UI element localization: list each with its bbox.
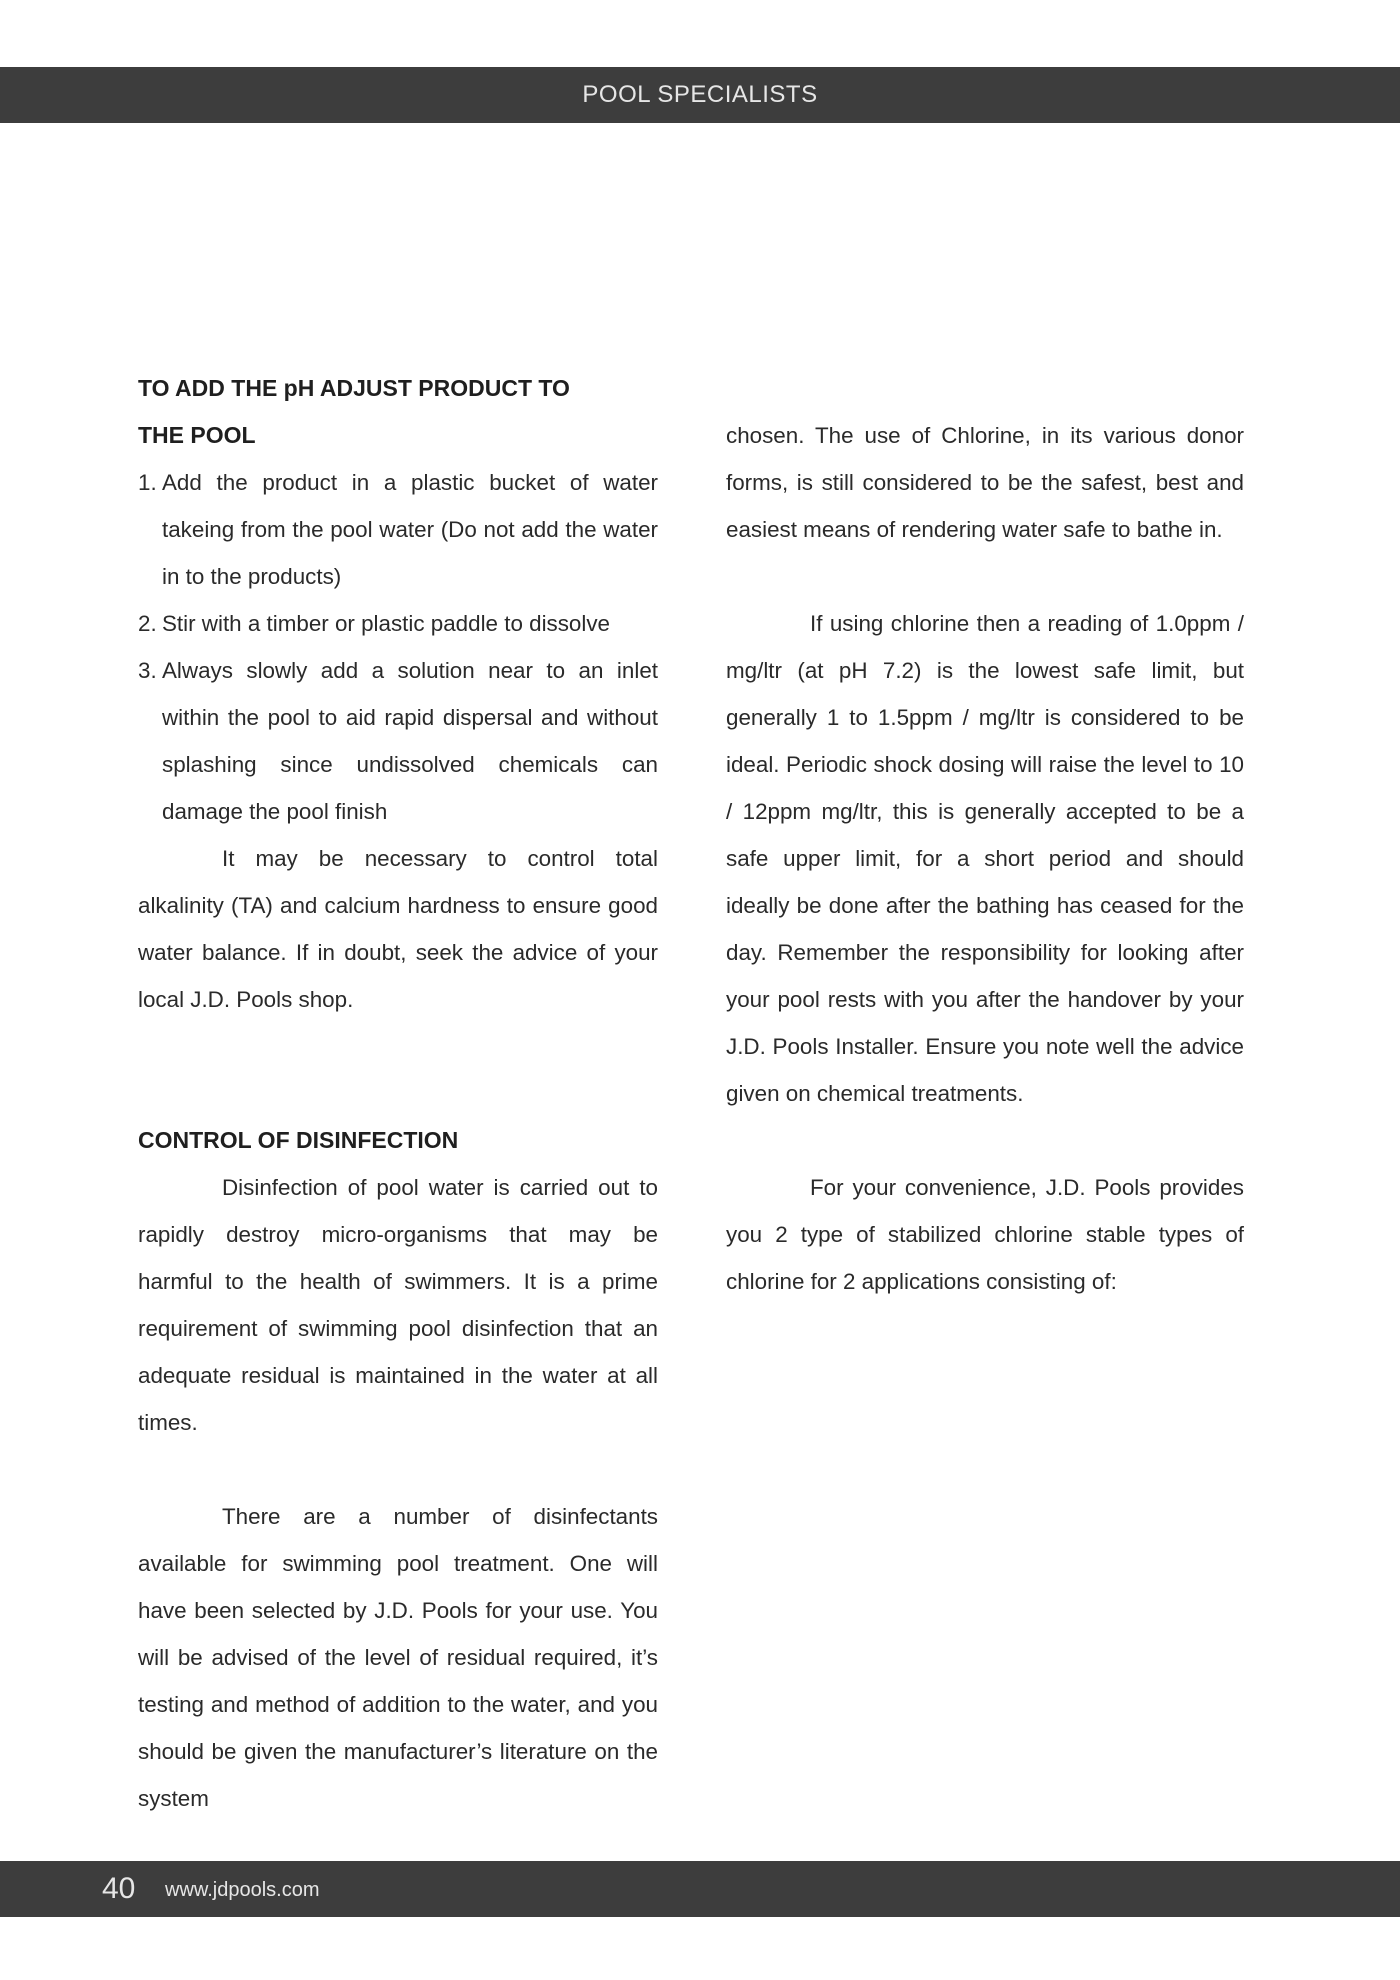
- list-item: [138, 647, 658, 835]
- step-number: 1.: [138, 470, 157, 495]
- step-text: Stir with a timber or plastic paddle to dissolve: [162, 611, 611, 636]
- alkalinity-paragraph: It may be necessary to control total alkalinity (TA) and calcium hardness to ensure good water balance. If in doubt, seek the advice of your local J.D. Pools shop.: [138, 846, 658, 1012]
- disinfection-heading: CONTROL OF DISINFECTION: [138, 1127, 459, 1153]
- page-number: 40: [102, 1872, 136, 1905]
- chlorine-chosen-paragraph: chosen. The use of Chlorine, in its various donor forms, is still considered to be the safest, best and easiest means of rendering water safe to bathe in.: [726, 423, 1244, 542]
- list-item: [138, 600, 658, 647]
- right-column: [726, 365, 1244, 1305]
- convenience-paragraph: For your convenience, J.D. Pools provides you 2 type of stabilized chlorine stable types of chlorine for 2 applications consisting of:: [726, 1175, 1244, 1294]
- disinfectants-paragraph: There are a number of disinfectants available for swimming pool treatment. One will have been selected by J.D. Pools for your use. You will be advised of the level of residual required, it’s testing and method of addition to the water, and you should be given the manufacturer’s literature on the system: [138, 1504, 658, 1811]
- header-title: POOL SPECIALISTS: [582, 81, 818, 108]
- ph-adjust-heading: TO ADD THE pH ADJUST PRODUCT TO THE POOL: [138, 375, 570, 448]
- ph-steps-list: [138, 459, 658, 835]
- disinfection-paragraph: Disinfection of pool water is carried out to rapidly destroy micro-organisms that may be harmful to the health of swimmers. It is a prime requirement of swimming pool disinfection that an adequate residual is maintained in the water at all times.: [138, 1175, 658, 1435]
- left-column: [138, 365, 658, 1822]
- footer-bar: [0, 1861, 1400, 1917]
- chlorine-reading-paragraph: If using chlorine then a reading of 1.0ppm / mg/ltr (at pH 7.2) is the lowest safe limit, but generally 1 to 1.5ppm / mg/ltr is considered to be ideal. Periodic shock dosing will raise the level to 10 / 12ppm mg/ltr, this is generally accepted to be a safe upper limit, for a short period and should ideally be done after the bathing has ceased for the day. Remember the responsibility for looking after your pool rests with you after the handover by your J.D. Pools Installer. Ensure you note well the advice given on chemical treatments.: [726, 611, 1244, 1106]
- step-text: Always slowly add a solution near to an inlet within the pool to aid rapid dispersal and without splashing since undissolved chemicals can damage the pool finish: [162, 658, 658, 824]
- header-bar: [0, 67, 1400, 123]
- website-link[interactable]: www.jdpools.com: [165, 1879, 320, 1901]
- step-number: 3.: [138, 658, 157, 683]
- step-text: Add the product in a plastic bucket of water takeing from the pool water (Do not add the water in to the products): [162, 470, 658, 589]
- list-item: [138, 459, 658, 600]
- step-number: 2.: [138, 611, 157, 636]
